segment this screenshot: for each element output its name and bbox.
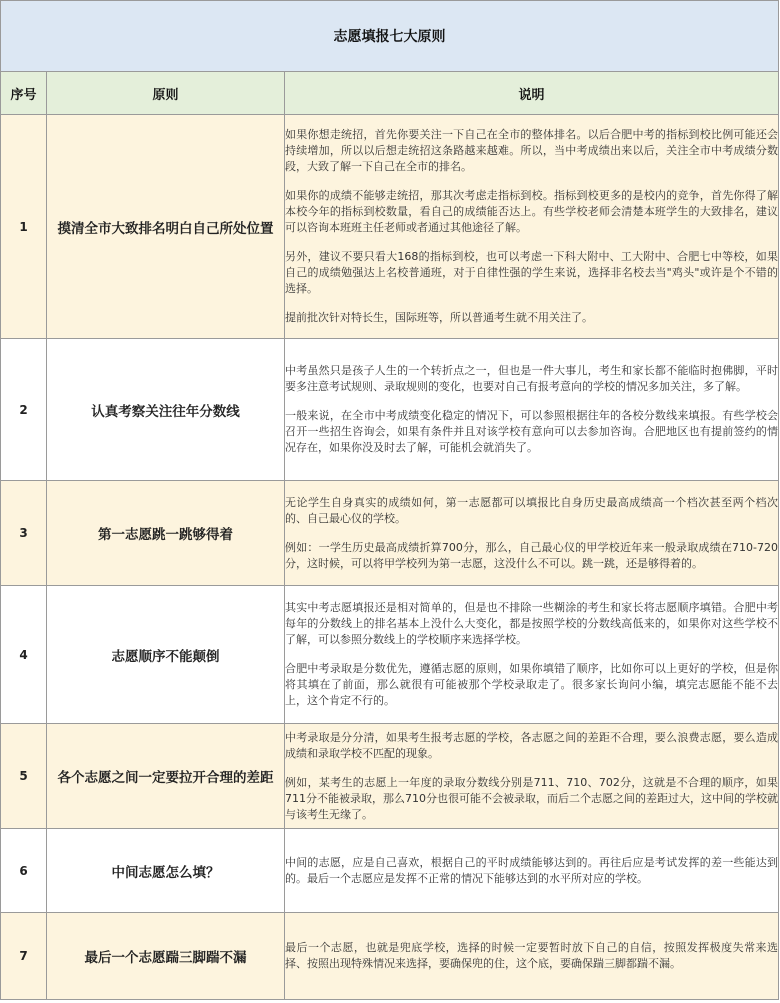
row-number: 3 xyxy=(1,481,47,586)
header-row xyxy=(1,72,779,115)
rule-description xyxy=(285,913,779,1000)
rule-title: 中间志愿怎么填？ xyxy=(47,829,285,913)
header-num: 序号 xyxy=(1,72,47,115)
table-row xyxy=(1,913,779,1000)
description-paragraph: 如果你想走统招，首先你要关注一下自己在全市的整体排名。以后合肥中考的指标到校比例可能还会持续增加，所以以后想走统招这条路越来越难。所以，当中考成绩出来以后，关注全市中考成绩分数段，大致了解一下自己在全市的排名。 xyxy=(285,128,779,173)
row-number: 2 xyxy=(1,339,47,481)
rule-title: 摸清全市大致排名明白自己所处位置 xyxy=(47,115,285,339)
description-paragraph: 中考录取是分分清，如果考生报考志愿的学校，各志愿之间的差距不合理，要么浪费志愿，要么造成成绩和录取学校不匹配的现象。 xyxy=(285,730,779,760)
rule-title: 各个志愿之间一定要拉开合理的差距 xyxy=(47,724,285,829)
description-paragraph: 提前批次针对特长生，国际班等，所以普通考生就不用关注了。 xyxy=(285,311,593,324)
rule-description xyxy=(285,724,779,829)
description-paragraph: 如果你的成绩不能够走统招，那其次考虑走指标到校。指标到校更多的是校内的竞争，首先你得了解本校今年的指标到校数量，看自己的成绩能否达上。有些学校老师会清楚本班学生的大致排名，建议可以咨询本班班主任老师或者通过其他途径了解。 xyxy=(285,189,779,234)
table-row xyxy=(1,115,779,339)
description-paragraph: 中间的志愿，应是自己喜欢，根据自己的平时成绩能够达到的。再往后应是考试发挥的差一些能达到的。最后一个志愿应是发挥不正常的情况下能够达到的水平所对应的学校。 xyxy=(285,855,779,885)
description-paragraph: 无论学生自身真实的成绩如何，第一志愿都可以填报比自身历史最高成绩高一个档次甚至两个档次的、自己最心仪的学校。 xyxy=(285,495,779,525)
row-number: 7 xyxy=(1,913,47,1000)
description-paragraph: 另外，建议不要只看大168的指标到校，也可以考虑一下科大附中、工大附中、合肥七中等校，如果自己的成绩勉强达上名校普通班，对于自律性强的学生来说，选择非名校去当"鸡头"或许是个不错的选择。 xyxy=(285,250,779,295)
row-number: 4 xyxy=(1,586,47,724)
row-number: 5 xyxy=(1,724,47,829)
description-paragraph: 合肥中考录取是分数优先，遵循志愿的原则，如果你填错了顺序，比如你可以上更好的学校，但是你将其填在了前面，那么就很有可能被那个学校录取走了。很多家长询问小编，填完志愿能不能不去上，这个肯定不行的。 xyxy=(285,662,779,707)
title-row xyxy=(1,1,779,72)
table-row xyxy=(1,586,779,724)
rule-description xyxy=(285,481,779,586)
table-row xyxy=(1,339,779,481)
rule-title: 认真考察关注往年分数线 xyxy=(47,339,285,481)
rule-description xyxy=(285,339,779,481)
table-row xyxy=(1,481,779,586)
description-paragraph: 一般来说，在全市中考成绩变化稳定的情况下，可以参照根据往年的各校分数线来填报。有些学校会召开一些招生咨询会，如果有条件并且对该学校有意向可以去参加咨询。合肥地区也有提前签约的情况存在，如果你没及时去了解，可能机会就消失了。 xyxy=(285,409,779,454)
description-paragraph: 中考虽然只是孩子人生的一个转折点之一，但也是一件大事儿，考生和家长都不能临时抱佛脚，平时要多注意考试规则、录取规则的变化，也要对自己有报考意向的学校的情况多加关注，多了解。 xyxy=(285,364,779,393)
description-paragraph: 例如，某考生的志愿上一年度的录取分数线分别是711、710、702分，这就是不合理的顺序，如果711分不能被录取，那么710分也很可能不会被录取，而后二个志愿之间的差距过大，这中间的学校就与该考生无缘了。 xyxy=(285,775,779,821)
row-number: 6 xyxy=(1,829,47,913)
description-paragraph: 其实中考志愿填报还是相对简单的，但是也不排除一些糊涂的考生和家长将志愿顺序填错。合肥中考每年的分数线上的排名基本上没什么大变化，都是按照学校的分数线高低来的，如果你对这些学校不了解，可以参照分数线上的学校顺序来选择学校。 xyxy=(285,601,779,646)
rule-title: 最后一个志愿踹三脚踹不漏 xyxy=(47,913,285,1000)
rule-description xyxy=(285,829,779,913)
description-paragraph: 最后一个志愿，也就是兜底学校，选择的时候一定要暂时放下自己的自信，按照发挥极度失常来选择、按照出现特殊情况来选择，要确保兜的住，这个底，要确保踹三脚都踹不漏。 xyxy=(285,941,779,970)
header-rule: 原则 xyxy=(47,72,285,115)
description-paragraph: 例如：一学生历史最高成绩折算700分，那么，自己最心仪的甲学校近年来一般录取成绩在710-720分，这时候，可以将甲学校列为第一志愿，这没什么不可以。跳一跳，还是够得着的。 xyxy=(285,540,779,570)
rule-title: 第一志愿跳一跳够得着 xyxy=(47,481,285,586)
table-row xyxy=(1,724,779,829)
row-number: 1 xyxy=(1,115,47,339)
rule-description xyxy=(285,586,779,724)
table-row xyxy=(1,829,779,913)
header-desc: 说明 xyxy=(285,72,779,115)
rule-description xyxy=(285,115,779,339)
page-title: 志愿填报七大原则 xyxy=(1,1,779,72)
rule-title: 志愿顺序不能颠倒 xyxy=(47,586,285,724)
